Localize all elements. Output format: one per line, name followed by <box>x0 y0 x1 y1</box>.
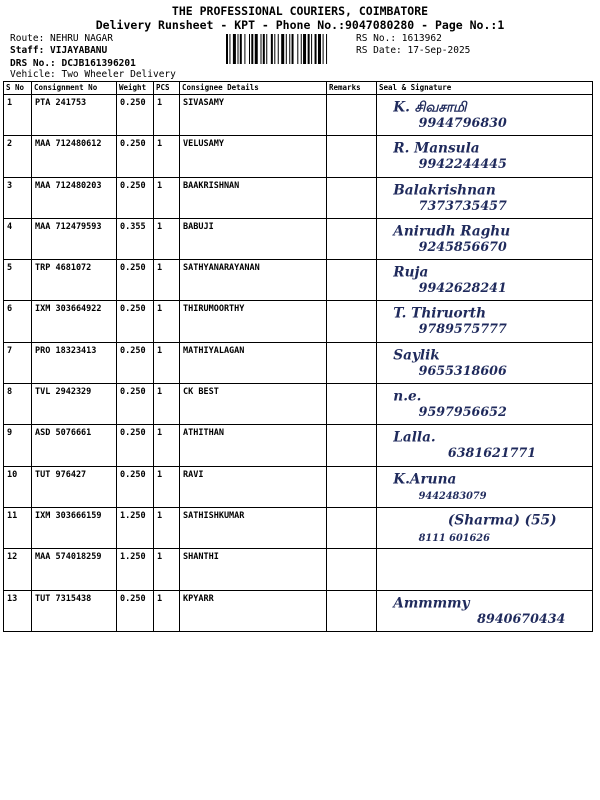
table-row <box>4 549 593 590</box>
col-header-remarks: Remarks <box>327 82 377 95</box>
remarks-cell <box>327 590 377 631</box>
table-row <box>4 342 593 383</box>
signature-phone: 6381621771 <box>447 445 537 461</box>
barcode-image <box>226 34 352 64</box>
signature-cell <box>377 466 593 507</box>
table-row <box>4 301 593 342</box>
weight-cell: 0.250 <box>117 177 154 218</box>
signature-cell <box>377 425 593 466</box>
signature-phone: 9655318606 <box>418 362 507 378</box>
table-row <box>4 466 593 507</box>
rs-date: RS Date: 17-Sep-2025 <box>356 45 471 56</box>
table-row <box>4 218 593 259</box>
weight-cell: 0.250 <box>117 466 154 507</box>
consignment-cell: MAA 712480612 <box>32 136 117 177</box>
consignee-cell: BABUJI <box>180 218 327 259</box>
consignment-cell: PTA 241753 <box>32 95 117 136</box>
signature-cell <box>377 95 593 136</box>
staff-label: Staff: VIJAYABANU <box>10 45 108 56</box>
pcs-cell: 1 <box>154 590 180 631</box>
vehicle-label: Vehicle: Two Wheeler Delivery <box>10 69 176 80</box>
pcs-cell: 1 <box>154 95 180 136</box>
remarks-cell <box>327 466 377 507</box>
sno-cell: 10 <box>4 466 32 507</box>
pcs-cell: 1 <box>154 425 180 466</box>
pcs-cell: 1 <box>154 342 180 383</box>
consignee-cell: SHANTHI <box>180 549 327 590</box>
table-row <box>4 590 593 631</box>
signature-cell <box>377 218 593 259</box>
table-row <box>4 384 593 425</box>
weight-cell: 0.250 <box>117 590 154 631</box>
signature-name: Anirudh Raghu <box>393 223 511 240</box>
remarks-cell <box>327 218 377 259</box>
consignment-cell: TUT 7315438 <box>32 590 117 631</box>
signature-name: n.e. <box>393 388 422 405</box>
consignment-cell: MAA 712479593 <box>32 218 117 259</box>
remarks-cell <box>327 95 377 136</box>
handwritten-signature <box>377 95 593 135</box>
remarks-cell <box>327 342 377 383</box>
weight-cell: 0.250 <box>117 425 154 466</box>
table-row <box>4 425 593 466</box>
pcs-cell: 1 <box>154 466 180 507</box>
sno-cell: 2 <box>4 136 32 177</box>
signature-phone: 9942244445 <box>418 156 507 172</box>
signature-phone: 9944796830 <box>418 115 507 131</box>
signature-phone: 9245856670 <box>418 239 507 255</box>
sno-cell: 3 <box>4 177 32 218</box>
weight-cell: 0.355 <box>117 218 154 259</box>
consignee-cell: VELUSAMY <box>180 136 327 177</box>
weight-cell: 0.250 <box>117 301 154 342</box>
consignment-cell: MAA 574018259 <box>32 549 117 590</box>
signature-cell <box>377 590 593 631</box>
sno-cell: 13 <box>4 590 32 631</box>
signature-name: Ammmmy <box>393 595 470 612</box>
signature-phone: 9597956652 <box>418 404 507 420</box>
signature-cell <box>377 301 593 342</box>
consignee-cell: MATHIYALAGAN <box>180 342 327 383</box>
signature-cell <box>377 549 593 590</box>
handwritten-signature <box>377 591 593 631</box>
remarks-cell <box>327 260 377 301</box>
signature-name: T. Thiruorth <box>393 306 487 323</box>
consignee-cell: THIRUMOORTHY <box>180 301 327 342</box>
page-title: THE PROFESSIONAL COURIERS, COIMBATORE <box>171 4 429 18</box>
consignment-cell: ASD 5076661 <box>32 425 117 466</box>
weight-cell: 1.250 <box>117 549 154 590</box>
sno-cell: 11 <box>4 507 32 548</box>
signature-phone: 9942628241 <box>418 280 507 296</box>
remarks-cell <box>327 177 377 218</box>
weight-cell: 1.250 <box>117 507 154 548</box>
col-header-consignee: Consignee Details <box>180 82 327 95</box>
sno-cell: 1 <box>4 95 32 136</box>
handwritten-signature <box>377 178 593 218</box>
consignment-cell: IXM 303666159 <box>32 507 117 548</box>
consignment-cell: IXM 303664922 <box>32 301 117 342</box>
col-header-pcs: PCS <box>154 82 180 95</box>
pcs-cell: 1 <box>154 260 180 301</box>
sno-cell: 5 <box>4 260 32 301</box>
consignee-cell: KPYARR <box>180 590 327 631</box>
remarks-cell <box>327 549 377 590</box>
handwritten-signature <box>377 384 593 424</box>
signature-phone: 7373735457 <box>418 197 507 213</box>
col-header-sno: S No <box>4 82 32 95</box>
pcs-cell: 1 <box>154 507 180 548</box>
page-subtitle: Delivery Runsheet - KPT - Phone No.:9047080280 - Page No.:1 <box>95 18 505 32</box>
signature-phone: 9442483079 <box>418 490 487 502</box>
table-row <box>4 177 593 218</box>
consignment-cell: TRP 4681072 <box>32 260 117 301</box>
signature-name: K. சிவசாமி <box>393 99 467 116</box>
signature-cell <box>377 342 593 383</box>
signature-name: Ruja <box>393 264 429 281</box>
sno-cell: 8 <box>4 384 32 425</box>
remarks-cell <box>327 301 377 342</box>
consignment-cell: PRO 18323413 <box>32 342 117 383</box>
consignee-cell: SIVASAMY <box>180 95 327 136</box>
signature-name: Saylik <box>393 347 440 364</box>
consignee-cell: BAAKRISHNAN <box>180 177 327 218</box>
pcs-cell: 1 <box>154 177 180 218</box>
table-row <box>4 136 593 177</box>
handwritten-signature <box>377 301 593 341</box>
signature-name: K.Aruna <box>393 471 457 488</box>
rs-number: RS No.: 1613962 <box>356 33 442 44</box>
signature-cell <box>377 384 593 425</box>
handwritten-signature <box>377 219 593 259</box>
consignment-cell: TUT 976427 <box>32 466 117 507</box>
weight-cell: 0.250 <box>117 342 154 383</box>
consignee-cell: ATHITHAN <box>180 425 327 466</box>
remarks-cell <box>327 136 377 177</box>
sno-cell: 7 <box>4 342 32 383</box>
weight-cell: 0.250 <box>117 136 154 177</box>
remarks-cell <box>327 384 377 425</box>
signature-phone: 8940670434 <box>477 610 566 626</box>
signature-cell <box>377 260 593 301</box>
consignee-cell: SATHISHKUMAR <box>180 507 327 548</box>
table-row <box>4 95 593 136</box>
table-row <box>4 260 593 301</box>
sno-cell: 9 <box>4 425 32 466</box>
drs-number: DRS No.: DCJB161396201 <box>10 58 136 69</box>
signature-name: R. Mansula <box>393 140 480 157</box>
sno-cell: 12 <box>4 549 32 590</box>
weight-cell: 0.250 <box>117 95 154 136</box>
sno-cell: 6 <box>4 301 32 342</box>
consignee-cell: RAVI <box>180 466 327 507</box>
col-header-weight: Weight <box>117 82 154 95</box>
consignment-cell: TVL 2942329 <box>32 384 117 425</box>
pcs-cell: 1 <box>154 384 180 425</box>
pcs-cell: 1 <box>154 218 180 259</box>
signature-cell <box>377 136 593 177</box>
handwritten-signature <box>377 508 593 548</box>
table-header-row <box>4 82 593 95</box>
remarks-cell <box>327 425 377 466</box>
signature-phone: 9789575777 <box>418 321 507 337</box>
signature-cell <box>377 507 593 548</box>
pcs-cell: 1 <box>154 136 180 177</box>
pcs-cell: 1 <box>154 549 180 590</box>
consignee-cell: CK BEST <box>180 384 327 425</box>
consignee-cell: SATHYANARAYANAN <box>180 260 327 301</box>
signature-name: Balakrishnan <box>393 182 496 199</box>
handwritten-signature <box>377 343 593 383</box>
handwritten-signature <box>377 467 593 507</box>
signature-name: Lalla. <box>393 429 436 446</box>
runsheet-table <box>3 81 593 632</box>
weight-cell: 0.250 <box>117 260 154 301</box>
weight-cell: 0.250 <box>117 384 154 425</box>
col-header-consignment: Consignment No <box>32 82 117 95</box>
handwritten-signature <box>377 425 593 465</box>
signature-cell <box>377 177 593 218</box>
route-label: Route: NEHRU NAGAR <box>10 33 113 44</box>
col-header-signature: Seal & Signature <box>377 82 593 95</box>
signature-phone: 8111 601626 <box>418 533 490 545</box>
handwritten-signature <box>377 136 593 176</box>
handwritten-signature <box>377 549 593 589</box>
table-row <box>4 507 593 548</box>
signature-name: (Sharma) (55) <box>447 512 557 529</box>
sno-cell: 4 <box>4 218 32 259</box>
pcs-cell: 1 <box>154 301 180 342</box>
handwritten-signature <box>377 260 593 300</box>
consignment-cell: MAA 712480203 <box>32 177 117 218</box>
remarks-cell <box>327 507 377 548</box>
